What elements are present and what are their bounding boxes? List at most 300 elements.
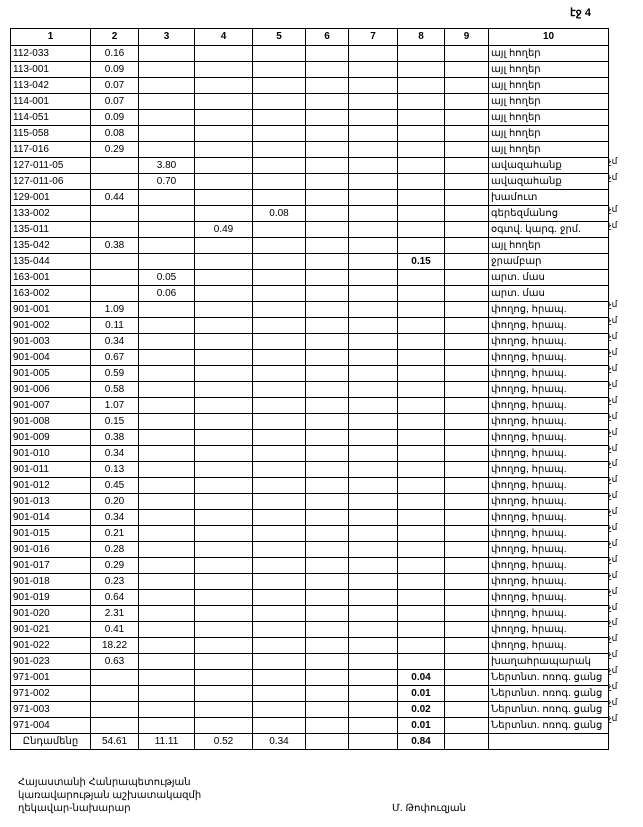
cell-col-5: [253, 622, 306, 638]
table-row: [11, 286, 609, 302]
cell-col-5: [253, 606, 306, 622]
cell-col-7: [349, 190, 398, 206]
row-mark: չմ: [608, 617, 618, 628]
cell-col-5: [253, 366, 306, 382]
cell-col-7: [349, 430, 398, 446]
cell-col-10: փողոց, հրապ.: [489, 366, 609, 382]
cell-col-1: 901-002: [11, 318, 91, 334]
cell-col-7: [349, 110, 398, 126]
cell-col-8: [398, 110, 445, 126]
cell-col-9: [445, 46, 489, 62]
cell-col-10: փողոց, հրապ.: [489, 622, 609, 638]
cell-col-8: 0.02: [398, 702, 445, 718]
table-row: [11, 126, 609, 142]
cell-col-8: [398, 142, 445, 158]
cell-col-5: [253, 46, 306, 62]
cell-col-2: 0.45: [91, 478, 139, 494]
cell-col-3: [139, 142, 195, 158]
cell-col-7: [349, 366, 398, 382]
cell-col-1: 901-022: [11, 638, 91, 654]
row-mark: չմ: [608, 394, 618, 405]
table-row: [11, 78, 609, 94]
cell-col-10: այլ հողեր: [489, 238, 609, 254]
cell-col-10: խաղահրապարակ: [489, 654, 609, 670]
row-mark: չմ: [608, 378, 618, 389]
cell-col-8: [398, 334, 445, 350]
cell-col-9: [445, 606, 489, 622]
row-mark: չմ: [608, 363, 618, 373]
cell-col-2: 1.07: [91, 398, 139, 414]
cell-col-1: 114-051: [11, 110, 91, 126]
cell-col-9: [445, 174, 489, 190]
cell-col-8: [398, 590, 445, 606]
row-mark: չմ: [608, 665, 618, 676]
cell-col-10: Ներտնտ. ոռոգ. ցանց: [489, 670, 609, 686]
cell-col-7: [349, 142, 398, 158]
cell-col-5: [253, 542, 306, 558]
table-row: [11, 414, 609, 430]
total-col-7: [349, 734, 398, 750]
row-mark: չմ: [608, 681, 618, 691]
cell-col-2: 0.44: [91, 190, 139, 206]
cell-col-1: 901-010: [11, 446, 91, 462]
cell-col-9: [445, 430, 489, 446]
cell-col-2: 0.15: [91, 414, 139, 430]
cell-col-7: [349, 574, 398, 590]
cell-col-4: [195, 526, 253, 542]
cell-col-5: [253, 430, 306, 446]
row-mark: չմ: [608, 569, 618, 580]
cell-col-5: [253, 126, 306, 142]
total-col-10: [489, 734, 609, 750]
cell-col-2: 18.22: [91, 638, 139, 654]
table-row: [11, 478, 609, 494]
cell-col-5: 0.08: [253, 206, 306, 222]
row-mark: չմ: [608, 649, 618, 660]
cell-col-8: [398, 382, 445, 398]
cell-col-4: [195, 158, 253, 174]
cell-col-4: [195, 382, 253, 398]
cell-col-10: այլ հողեր: [489, 62, 609, 78]
cell-col-4: [195, 350, 253, 366]
cell-col-3: [139, 78, 195, 94]
cell-col-9: [445, 190, 489, 206]
row-mark: չմ: [608, 204, 618, 214]
row-mark: չմ: [608, 553, 618, 564]
cell-col-5: [253, 462, 306, 478]
cell-col-2: 0.07: [91, 94, 139, 110]
cell-col-3: [139, 334, 195, 350]
cell-col-5: [253, 670, 306, 686]
cell-col-2: [91, 718, 139, 734]
cell-col-9: [445, 670, 489, 686]
cell-col-8: [398, 638, 445, 654]
table-row: [11, 174, 609, 190]
cell-col-5: [253, 174, 306, 190]
cell-col-4: [195, 398, 253, 414]
cell-col-7: [349, 622, 398, 638]
cell-col-3: [139, 318, 195, 334]
cell-col-4: [195, 78, 253, 94]
cell-col-7: [349, 270, 398, 286]
cell-col-6: [306, 510, 349, 526]
cell-col-5: [253, 110, 306, 126]
cell-col-4: [195, 126, 253, 142]
cell-col-1: 901-009: [11, 430, 91, 446]
cell-col-3: [139, 494, 195, 510]
cell-col-3: [139, 510, 195, 526]
cell-col-2: 0.08: [91, 126, 139, 142]
cell-col-4: [195, 414, 253, 430]
cell-col-6: [306, 398, 349, 414]
cell-col-6: [306, 94, 349, 110]
cell-col-8: [398, 46, 445, 62]
table-row: [11, 622, 609, 638]
row-mark: չմ: [608, 426, 618, 437]
cell-col-7: [349, 446, 398, 462]
cell-col-3: [139, 110, 195, 126]
cell-col-8: [398, 462, 445, 478]
cell-col-2: 0.64: [91, 590, 139, 606]
cell-col-2: 0.29: [91, 558, 139, 574]
table-row: [11, 158, 609, 174]
cell-col-4: [195, 702, 253, 718]
table-row: [11, 638, 609, 654]
row-mark: չմ: [608, 537, 618, 548]
cell-col-8: [398, 526, 445, 542]
cell-col-9: [445, 686, 489, 702]
cell-col-8: [398, 606, 445, 622]
cell-col-1: 112-033: [11, 46, 91, 62]
cell-col-7: [349, 318, 398, 334]
cell-col-2: 0.34: [91, 510, 139, 526]
cell-col-6: [306, 174, 349, 190]
cell-col-5: [253, 62, 306, 78]
cell-col-10: փողոց, հրապ.: [489, 478, 609, 494]
cell-col-7: [349, 542, 398, 558]
table-row: [11, 446, 609, 462]
cell-col-10: այլ հողեր: [489, 94, 609, 110]
row-mark: չմ: [608, 219, 618, 230]
cell-col-9: [445, 478, 489, 494]
cell-col-8: 0.04: [398, 670, 445, 686]
row-mark: չմ: [608, 331, 618, 342]
cell-col-1: 901-001: [11, 302, 91, 318]
col-header: 5: [253, 29, 306, 46]
cell-col-10: փողոց, հրապ.: [489, 414, 609, 430]
signature-title: [18, 776, 201, 815]
cell-col-8: [398, 174, 445, 190]
cell-col-2: 0.09: [91, 110, 139, 126]
row-mark: չմ: [608, 712, 618, 723]
row-mark: չմ: [608, 172, 618, 183]
cell-col-1: 901-013: [11, 494, 91, 510]
cell-col-2: 1.09: [91, 302, 139, 318]
cell-col-9: [445, 126, 489, 142]
cell-col-4: [195, 686, 253, 702]
cell-col-9: [445, 350, 489, 366]
cell-col-6: [306, 702, 349, 718]
cell-col-5: [253, 350, 306, 366]
cell-col-8: [398, 318, 445, 334]
row-mark: չմ: [608, 506, 618, 517]
cell-col-9: [445, 702, 489, 718]
cell-col-6: [306, 430, 349, 446]
cell-col-4: [195, 510, 253, 526]
cell-col-2: 0.07: [91, 78, 139, 94]
table-row: [11, 222, 609, 238]
cell-col-5: [253, 94, 306, 110]
cell-col-6: [306, 334, 349, 350]
cell-col-3: [139, 382, 195, 398]
cell-col-6: [306, 254, 349, 270]
cell-col-8: 0.01: [398, 718, 445, 734]
cell-col-1: 901-019: [11, 590, 91, 606]
cell-col-9: [445, 302, 489, 318]
cell-col-5: [253, 510, 306, 526]
row-mark: չմ: [608, 442, 618, 453]
cell-col-6: [306, 302, 349, 318]
cell-col-3: [139, 702, 195, 718]
cell-col-1: 901-017: [11, 558, 91, 574]
cell-col-1: 901-018: [11, 574, 91, 590]
col-header: 9: [445, 29, 489, 46]
cell-col-4: [195, 574, 253, 590]
cell-col-6: [306, 190, 349, 206]
cell-col-3: [139, 222, 195, 238]
table-row: [11, 238, 609, 254]
cell-col-3: [139, 574, 195, 590]
cell-col-6: [306, 350, 349, 366]
cell-col-5: [253, 238, 306, 254]
table-row: [11, 142, 609, 158]
table-row: [11, 654, 609, 670]
cell-col-7: [349, 334, 398, 350]
cell-col-2: 0.67: [91, 350, 139, 366]
cell-col-9: [445, 558, 489, 574]
cell-col-5: [253, 574, 306, 590]
cell-col-3: [139, 446, 195, 462]
cell-col-7: [349, 526, 398, 542]
cell-col-7: [349, 718, 398, 734]
cell-col-9: [445, 222, 489, 238]
cell-col-2: [91, 174, 139, 190]
cell-col-6: [306, 110, 349, 126]
cell-col-8: [398, 62, 445, 78]
cell-col-3: [139, 398, 195, 414]
cell-col-8: [398, 78, 445, 94]
cell-col-3: [139, 414, 195, 430]
cell-col-10: փողոց, հրապ.: [489, 558, 609, 574]
cell-col-7: [349, 702, 398, 718]
col-header: 1: [11, 29, 91, 46]
cell-col-10: այլ հողեր: [489, 46, 609, 62]
cell-col-6: [306, 366, 349, 382]
row-mark: չմ: [608, 585, 618, 596]
cell-col-10: փողոց, հրապ.: [489, 334, 609, 350]
cell-col-10: ջրամբար: [489, 254, 609, 270]
cell-col-2: [91, 702, 139, 718]
table-row: [11, 574, 609, 590]
table-row: [11, 398, 609, 414]
land-table: [10, 28, 609, 750]
cell-col-7: [349, 46, 398, 62]
cell-col-4: [195, 286, 253, 302]
cell-col-2: 0.20: [91, 494, 139, 510]
cell-col-8: [398, 478, 445, 494]
cell-col-5: [253, 590, 306, 606]
table-row: [11, 494, 609, 510]
cell-col-1: 901-011: [11, 462, 91, 478]
cell-col-7: [349, 206, 398, 222]
cell-col-3: [139, 206, 195, 222]
col-header: 10: [489, 29, 609, 46]
cell-col-5: [253, 254, 306, 270]
cell-col-2: 0.13: [91, 462, 139, 478]
cell-col-7: [349, 174, 398, 190]
cell-col-4: [195, 94, 253, 110]
cell-col-2: 0.34: [91, 446, 139, 462]
cell-col-10: փողոց, հրապ.: [489, 382, 609, 398]
cell-col-2: [91, 206, 139, 222]
header-row: [11, 29, 609, 46]
cell-col-6: [306, 126, 349, 142]
cell-col-8: [398, 350, 445, 366]
cell-col-4: [195, 334, 253, 350]
cell-col-3: [139, 686, 195, 702]
cell-col-5: [253, 190, 306, 206]
cell-col-1: 113-001: [11, 62, 91, 78]
cell-col-3: [139, 430, 195, 446]
cell-col-7: [349, 62, 398, 78]
cell-col-9: [445, 110, 489, 126]
cell-col-1: 971-002: [11, 686, 91, 702]
cell-col-10: փողոց, հրապ.: [489, 398, 609, 414]
cell-col-4: [195, 542, 253, 558]
cell-col-1: 117-016: [11, 142, 91, 158]
cell-col-10: խամուտ: [489, 190, 609, 206]
cell-col-8: [398, 270, 445, 286]
cell-col-10: փողոց, հրապ.: [489, 606, 609, 622]
table-row: [11, 526, 609, 542]
cell-col-8: [398, 286, 445, 302]
cell-col-10: Ներտնտ. ոռոգ. ցանց: [489, 702, 609, 718]
cell-col-8: [398, 94, 445, 110]
cell-col-1: 901-004: [11, 350, 91, 366]
table-row: [11, 606, 609, 622]
row-mark: չմ: [608, 601, 618, 612]
cell-col-5: [253, 494, 306, 510]
cell-col-8: [398, 558, 445, 574]
col-header: 8: [398, 29, 445, 46]
cell-col-9: [445, 158, 489, 174]
cell-col-7: [349, 558, 398, 574]
cell-col-8: [398, 158, 445, 174]
total-col-9: [445, 734, 489, 750]
cell-col-9: [445, 334, 489, 350]
cell-col-7: [349, 158, 398, 174]
cell-col-6: [306, 238, 349, 254]
cell-col-7: [349, 606, 398, 622]
cell-col-6: [306, 622, 349, 638]
row-mark: չմ: [608, 522, 618, 532]
cell-col-10: ավազահանք: [489, 174, 609, 190]
table-row: [11, 382, 609, 398]
totals-row: [11, 734, 609, 750]
cell-col-2: 0.29: [91, 142, 139, 158]
cell-col-5: [253, 414, 306, 430]
cell-col-2: 0.63: [91, 654, 139, 670]
cell-col-10: Ներտնտ. ոռոգ. ցանց: [489, 718, 609, 734]
cell-col-3: 0.70: [139, 174, 195, 190]
cell-col-6: [306, 382, 349, 398]
cell-col-9: [445, 494, 489, 510]
cell-col-9: [445, 622, 489, 638]
page-number: էջ 4: [570, 7, 591, 19]
row-mark: չմ: [608, 156, 618, 167]
table-row: [11, 190, 609, 206]
col-header: 4: [195, 29, 253, 46]
cell-col-4: [195, 590, 253, 606]
cell-col-2: 0.11: [91, 318, 139, 334]
cell-col-1: 901-023: [11, 654, 91, 670]
cell-col-1: 971-001: [11, 670, 91, 686]
cell-col-3: [139, 718, 195, 734]
cell-col-6: [306, 606, 349, 622]
cell-col-2: 0.16: [91, 46, 139, 62]
cell-col-10: արտ. մաս: [489, 286, 609, 302]
cell-col-2: 0.41: [91, 622, 139, 638]
cell-col-9: [445, 462, 489, 478]
cell-col-8: [398, 414, 445, 430]
cell-col-3: [139, 670, 195, 686]
cell-col-6: [306, 478, 349, 494]
cell-col-10: փողոց, հրապ.: [489, 302, 609, 318]
table-row: [11, 366, 609, 382]
cell-col-6: [306, 46, 349, 62]
cell-col-9: [445, 94, 489, 110]
cell-col-4: [195, 270, 253, 286]
cell-col-6: [306, 222, 349, 238]
cell-col-8: [398, 430, 445, 446]
cell-col-1: 901-005: [11, 366, 91, 382]
cell-col-2: 0.38: [91, 430, 139, 446]
cell-col-1: 901-007: [11, 398, 91, 414]
table-row: [11, 702, 609, 718]
cell-col-1: 901-008: [11, 414, 91, 430]
cell-col-2: [91, 158, 139, 174]
cell-col-5: [253, 446, 306, 462]
cell-col-7: [349, 686, 398, 702]
cell-col-1: 971-003: [11, 702, 91, 718]
cell-col-10: փողոց, հրապ.: [489, 526, 609, 542]
cell-col-10: այլ հողեր: [489, 142, 609, 158]
cell-col-4: [195, 46, 253, 62]
cell-col-6: [306, 158, 349, 174]
cell-col-6: [306, 286, 349, 302]
cell-col-2: 0.21: [91, 526, 139, 542]
cell-col-2: 0.38: [91, 238, 139, 254]
table-row: [11, 334, 609, 350]
cell-col-5: [253, 654, 306, 670]
cell-col-6: [306, 78, 349, 94]
row-mark: չմ: [608, 696, 618, 707]
table-row: [11, 302, 609, 318]
cell-col-4: [195, 478, 253, 494]
cell-col-6: [306, 718, 349, 734]
cell-col-3: [139, 350, 195, 366]
cell-col-10: այլ հողեր: [489, 78, 609, 94]
